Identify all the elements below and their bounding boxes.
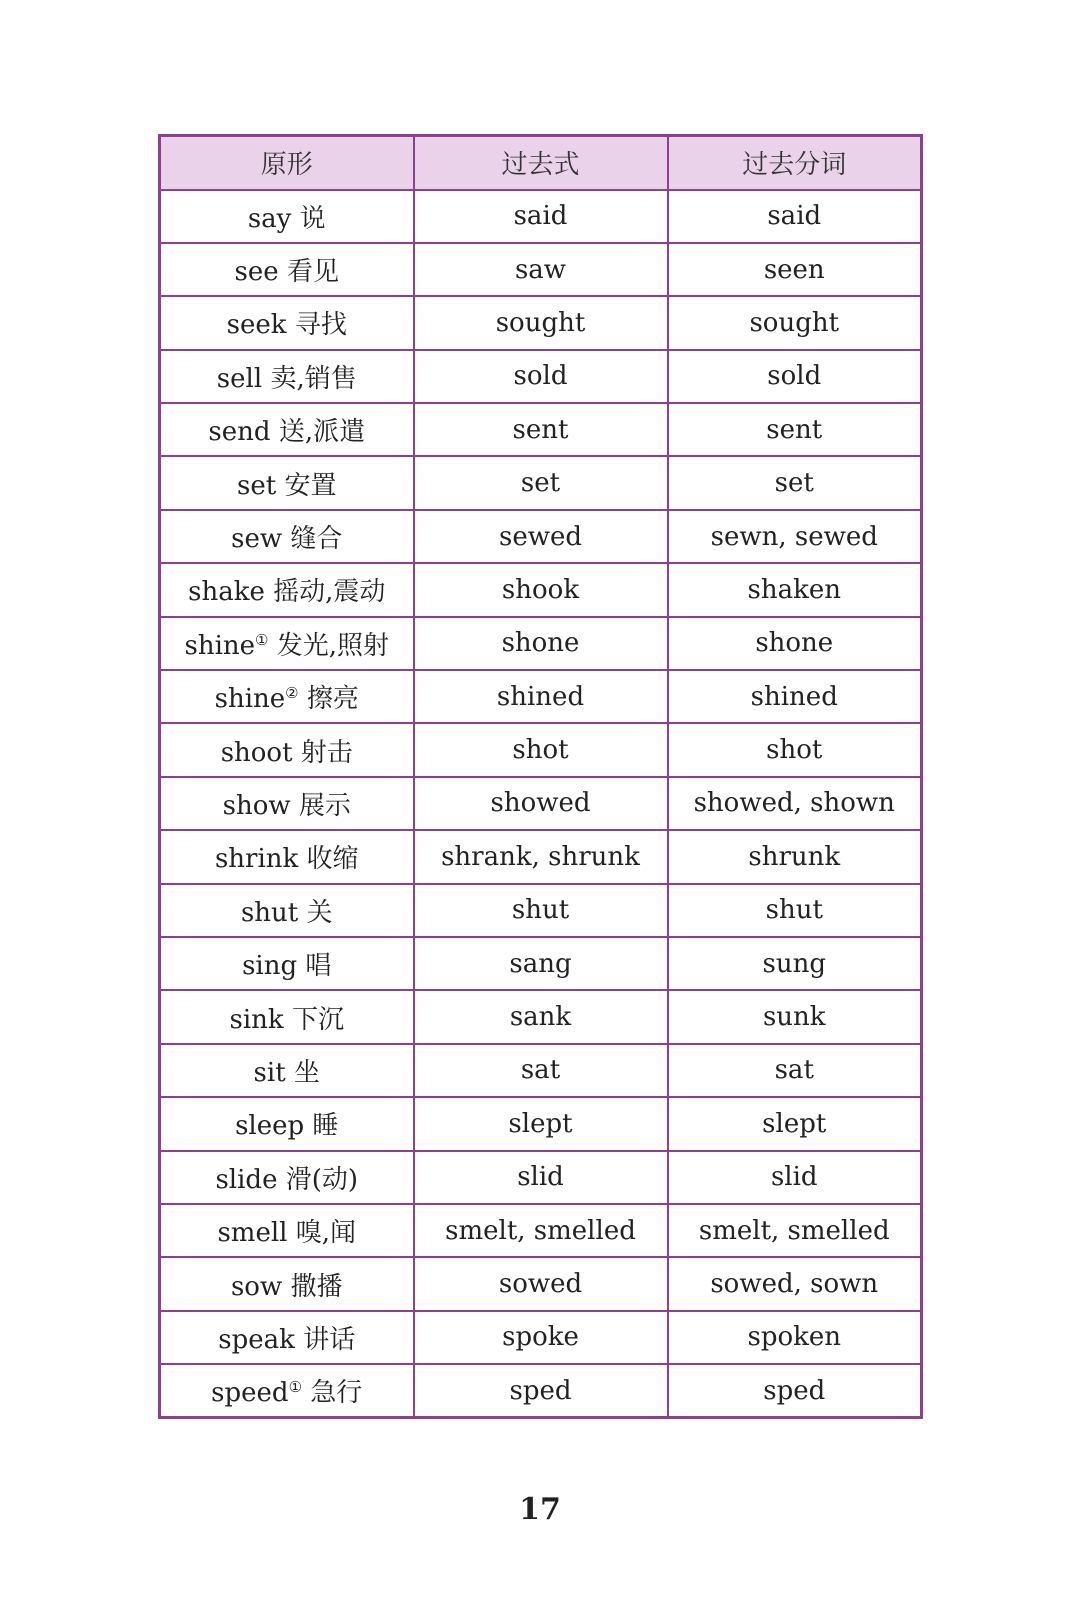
chinese-meaning: 射击 [300, 737, 353, 768]
base-word: see [234, 257, 279, 288]
chinese-meaning: 摇动,震动 [273, 577, 386, 608]
chinese-meaning: 急行 [310, 1378, 363, 1409]
table-row [160, 243, 922, 296]
cell-past-participle: sped [668, 1364, 922, 1417]
base-word: seek [226, 310, 287, 341]
base-word: sink [229, 1004, 284, 1035]
sense-number: ① [255, 630, 269, 649]
cell-past-tense: saw [414, 243, 668, 296]
base-word: shine [184, 630, 256, 661]
cell-past-participle: shaken [668, 563, 922, 616]
cell-base-form [160, 1097, 414, 1150]
cell-base-form [160, 1364, 414, 1417]
cell-base-form [160, 296, 414, 349]
cell-past-participle: smelt, smelled [668, 1204, 922, 1257]
table-row [160, 456, 922, 509]
chinese-meaning: 睡 [312, 1111, 339, 1142]
cell-base-form [160, 830, 414, 883]
cell-past-participle: showed, shown [668, 777, 922, 830]
base-word: shoot [220, 737, 293, 768]
table-row [160, 830, 922, 883]
cell-past-tense: sat [414, 1044, 668, 1097]
chinese-meaning: 安置 [284, 470, 337, 501]
cell-past-tense: shut [414, 884, 668, 937]
cell-past-tense: showed [414, 777, 668, 830]
table-row [160, 1257, 922, 1310]
cell-past-participle: shined [668, 670, 922, 723]
chinese-meaning: 滑(动) [285, 1164, 359, 1195]
cell-base-form [160, 670, 414, 723]
table-row [160, 1097, 922, 1150]
table-row [160, 510, 922, 563]
chinese-meaning: 说 [299, 203, 326, 234]
cell-base-form [160, 723, 414, 776]
base-word: speak [218, 1324, 295, 1355]
chinese-meaning: 收缩 [306, 844, 359, 875]
base-word: shake [188, 577, 265, 608]
table-row [160, 617, 922, 670]
chinese-meaning: 卖,销售 [270, 363, 357, 394]
cell-base-form [160, 190, 414, 243]
cell-base-form [160, 243, 414, 296]
cell-past-tense: shook [414, 563, 668, 616]
cell-past-tense: spoke [414, 1311, 668, 1364]
cell-past-tense: slept [414, 1097, 668, 1150]
cell-past-participle: sold [668, 350, 922, 403]
table-row [160, 403, 922, 456]
base-word: sleep [235, 1111, 305, 1142]
base-word: shut [240, 897, 299, 928]
base-word: send [208, 417, 271, 448]
sense-number: ① [288, 1378, 303, 1397]
base-word: shine [214, 684, 286, 715]
cell-past-tense: sowed [414, 1257, 668, 1310]
base-word: say [247, 203, 292, 234]
cell-past-participle: shrunk [668, 830, 922, 883]
header-past-tense: 过去式 [414, 136, 668, 190]
cell-past-tense: shot [414, 723, 668, 776]
cell-base-form [160, 510, 414, 563]
cell-past-tense: sang [414, 937, 668, 990]
table-row [160, 1364, 922, 1417]
table-row [160, 296, 922, 349]
table-row [160, 777, 922, 830]
chinese-meaning: 寻找 [294, 310, 347, 341]
cell-past-tense: said [414, 190, 668, 243]
cell-base-form [160, 937, 414, 990]
table-row [160, 1311, 922, 1364]
cell-past-tense: set [414, 456, 668, 509]
cell-past-participle: sent [668, 403, 922, 456]
header-past-participle: 过去分词 [668, 136, 922, 190]
cell-base-form [160, 1311, 414, 1364]
chinese-meaning: 坐 [293, 1057, 320, 1088]
cell-past-tense: sent [414, 403, 668, 456]
cell-past-tense: sank [414, 990, 668, 1043]
chinese-meaning: 看见 [286, 257, 339, 288]
cell-base-form [160, 1204, 414, 1257]
chinese-meaning: 关 [306, 897, 333, 928]
table-row [160, 884, 922, 937]
cell-past-tense: shrank, shrunk [414, 830, 668, 883]
base-word: smell [217, 1218, 288, 1249]
cell-base-form [160, 884, 414, 937]
base-word: slide [215, 1164, 278, 1195]
base-word: sit [253, 1057, 286, 1088]
table-header [160, 136, 922, 190]
cell-past-participle: sewn, sewed [668, 510, 922, 563]
table-row [160, 563, 922, 616]
chinese-meaning: 撒播 [290, 1271, 343, 1302]
chinese-meaning: 发光,照射 [276, 630, 390, 661]
header-base-form: 原形 [160, 136, 414, 190]
cell-base-form [160, 990, 414, 1043]
cell-base-form [160, 563, 414, 616]
chinese-meaning: 缝合 [290, 524, 343, 555]
cell-past-participle: set [668, 456, 922, 509]
table-row [160, 990, 922, 1043]
cell-base-form [160, 350, 414, 403]
page-number: 17 [519, 1492, 561, 1527]
cell-past-tense: shined [414, 670, 668, 723]
cell-base-form [160, 617, 414, 670]
cell-past-tense: shone [414, 617, 668, 670]
base-word: speed [211, 1378, 289, 1409]
cell-past-participle: sat [668, 1044, 922, 1097]
base-word: sing [242, 951, 298, 982]
table-row [160, 190, 922, 243]
cell-past-participle: said [668, 190, 922, 243]
cell-past-participle: shut [668, 884, 922, 937]
chinese-meaning: 嗅,闻 [295, 1218, 357, 1249]
cell-past-participle: sung [668, 937, 922, 990]
header-row [160, 136, 922, 190]
base-word: set [237, 470, 277, 501]
cell-past-tense: sewed [414, 510, 668, 563]
table-body [160, 190, 922, 1418]
table-row [160, 1204, 922, 1257]
irregular-verb-table [158, 134, 923, 1419]
cell-past-participle: slid [668, 1151, 922, 1204]
cell-base-form [160, 456, 414, 509]
base-word: sell [216, 363, 263, 394]
base-word: sow [230, 1271, 283, 1302]
chinese-meaning: 唱 [305, 951, 332, 982]
table-row [160, 670, 922, 723]
cell-past-participle: seen [668, 243, 922, 296]
cell-past-participle: shot [668, 723, 922, 776]
cell-past-participle: sowed, sown [668, 1257, 922, 1310]
cell-past-participle: sunk [668, 990, 922, 1043]
cell-base-form [160, 1151, 414, 1204]
table-row [160, 1044, 922, 1097]
cell-past-participle: spoken [668, 1311, 922, 1364]
cell-past-tense: sought [414, 296, 668, 349]
cell-past-participle: sought [668, 296, 922, 349]
chinese-meaning: 擦亮 [306, 684, 359, 715]
cell-past-tense: slid [414, 1151, 668, 1204]
cell-past-participle: shone [668, 617, 922, 670]
chinese-meaning: 展示 [298, 790, 351, 821]
cell-base-form [160, 403, 414, 456]
cell-past-tense: sold [414, 350, 668, 403]
base-word: sew [231, 524, 283, 555]
base-word: shrink [214, 844, 299, 875]
cell-base-form [160, 1044, 414, 1097]
chinese-meaning: 下沉 [291, 1004, 344, 1035]
cell-base-form [160, 1257, 414, 1310]
chinese-meaning: 讲话 [303, 1324, 356, 1355]
table-row [160, 723, 922, 776]
chinese-meaning: 送,派遣 [278, 417, 366, 448]
table-row [160, 1151, 922, 1204]
table-row [160, 937, 922, 990]
table-row [160, 350, 922, 403]
base-word: show [222, 790, 291, 821]
sense-number: ② [285, 684, 299, 703]
cell-past-tense: smelt, smelled [414, 1204, 668, 1257]
cell-base-form [160, 777, 414, 830]
cell-past-tense: sped [414, 1364, 668, 1417]
cell-past-participle: slept [668, 1097, 922, 1150]
